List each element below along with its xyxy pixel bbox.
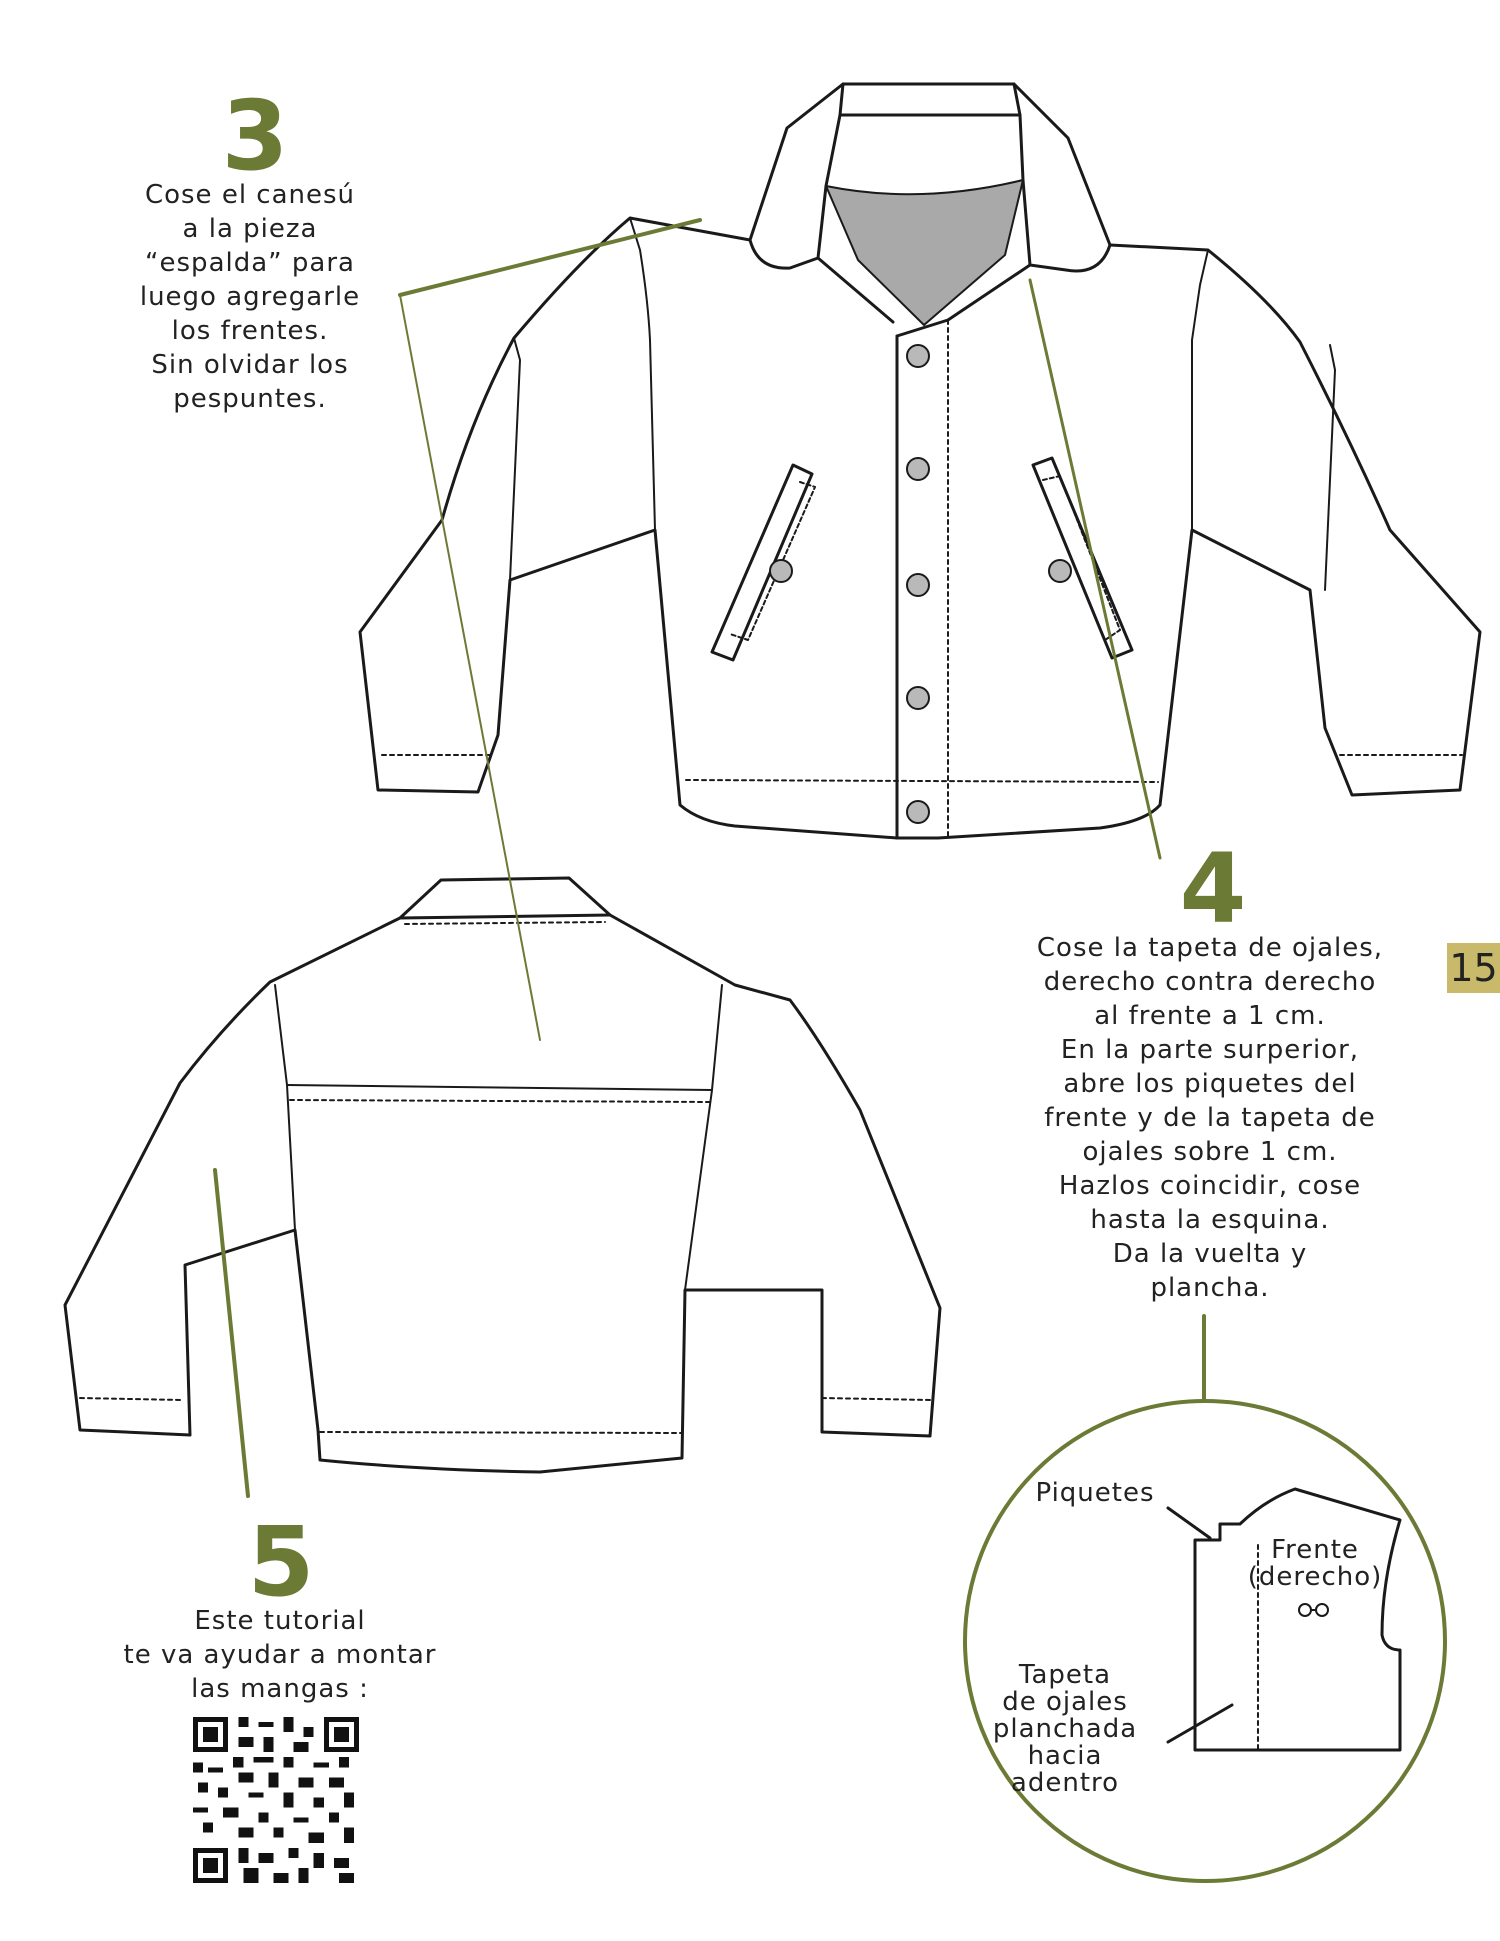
step3-leader-line: [400, 220, 700, 295]
jacket-front-illustration: [360, 84, 1480, 838]
label-frente: Frente (derecho): [1247, 1535, 1383, 1592]
step4-number: 4: [1179, 833, 1247, 945]
step5-leader-line: [215, 1170, 248, 1496]
label-piquetes: Piquetes: [1035, 1478, 1155, 1508]
pattern-piece-detail: [1168, 1489, 1400, 1750]
label-tapeta: Tapeta de ojales planchada hacia adentro: [992, 1660, 1138, 1798]
step4-text: Cose la tapeta de ojales, derecho contra derecho al frente a 1 cm. En la parte surperior, abre los piquetes del frente y de la tapeta de ojales sobre 1 cm. Hazlos coincidir, cose hasta la esquina. Da la vuelta y plancha.: [1036, 933, 1384, 1303]
step5-number: 5: [247, 1506, 315, 1618]
detail-circle: [965, 1401, 1445, 1881]
step3-text: Cose el canesú a la pieza “espalda” para luego agregarle los frentes. Sin olvidar los pespuntes.: [139, 180, 361, 414]
button-hole-icon: [1299, 1604, 1328, 1616]
jacket-back-illustration: [65, 878, 940, 1472]
step5-text: Este tutorial te va ayudar a montar las mangas :: [123, 1606, 437, 1704]
qr-code-icon[interactable]: [193, 1717, 359, 1883]
page-number-badge: 15: [1447, 943, 1500, 993]
step3-number: 3: [221, 80, 289, 192]
